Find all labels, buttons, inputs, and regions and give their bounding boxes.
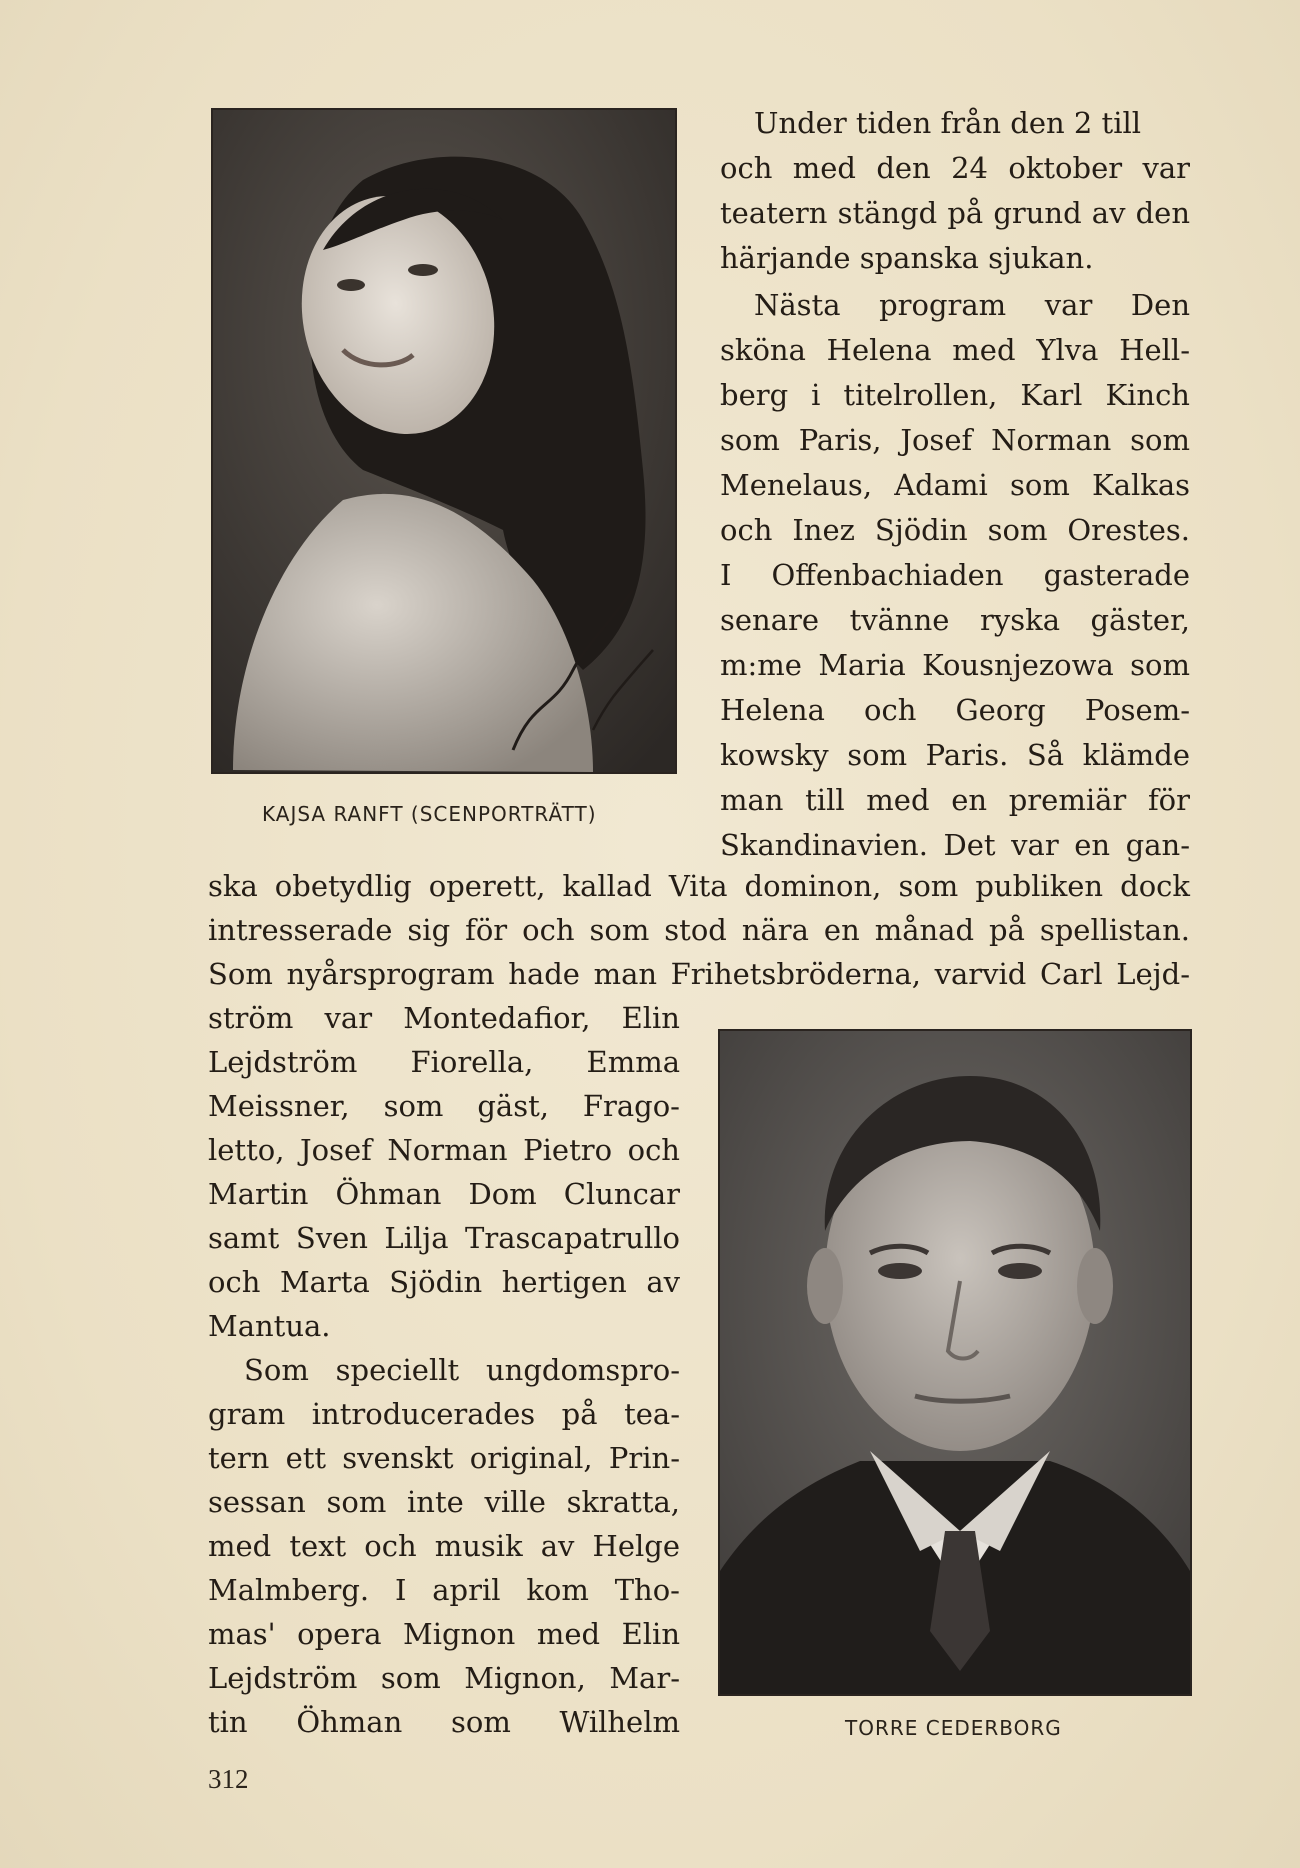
body-text-line: Under tiden från den 2 till <box>754 106 1142 140</box>
body-text-line: Som speciellt ungdomspro- <box>244 1353 680 1387</box>
body-text-line: samt Sven Lilja Trascapatrullo <box>208 1221 680 1255</box>
body-text-line: ström var Montedafior, Elin <box>208 1001 680 1035</box>
body-text-line: man till med en premiär för <box>720 783 1190 817</box>
portrait-photo-torre-cederborg <box>718 1029 1192 1696</box>
body-text-line: ska obetydlig operett, kallad Vita dominon, som publiken dock <box>208 869 1190 903</box>
body-text-line: med text och musik av Helge <box>208 1529 680 1563</box>
portrait-caption: TORRE CEDERBORG <box>845 1716 1062 1740</box>
body-text-line: mas' opera Mignon med Elin <box>208 1617 680 1651</box>
body-text-line: Malmberg. I april kom Tho- <box>208 1573 680 1607</box>
body-text-line: härjande spanska sjukan. <box>720 241 1094 275</box>
body-text-line: intresserade sig för och som stod nära en månad på spellistan. <box>208 913 1190 947</box>
body-text-line: kowsky som Paris. Så klämde <box>720 738 1190 772</box>
page-number: 312 <box>208 1764 249 1794</box>
portrait-photo-kajsa-ranft <box>211 108 677 774</box>
body-text-line: Martin Öhman Dom Cluncar <box>208 1177 680 1211</box>
body-text-line: letto, Josef Norman Pietro och <box>208 1133 680 1167</box>
body-text-line: Meissner, som gäst, Frago- <box>208 1089 680 1123</box>
body-text-line: och Marta Sjödin hertigen av <box>208 1265 680 1299</box>
body-text-line: sköna Helena med Ylva Hell- <box>720 333 1190 367</box>
body-text-line: och Inez Sjödin som Orestes. <box>720 513 1190 547</box>
body-text-line: Som nyårsprogram hade man Frihetsbröderna, varvid Carl Lejd- <box>208 957 1190 991</box>
body-text-line: och med den 24 oktober var <box>720 151 1190 185</box>
body-text-line: m:me Maria Kousnjezowa som <box>720 648 1190 682</box>
body-text-line: I Offenbachiaden gasterade <box>720 558 1190 592</box>
body-text-line: Mantua. <box>208 1309 331 1343</box>
body-text-line: tin Öhman som Wilhelm <box>208 1705 680 1739</box>
body-text-line: Helena och Georg Posem- <box>720 693 1190 727</box>
body-text-line: Nästa program var Den <box>754 288 1190 322</box>
body-text-line: Lejdström som Mignon, Mar- <box>208 1661 680 1695</box>
body-text-line: teatern stängd på grund av den <box>720 196 1190 230</box>
body-text-line: sessan som inte ville skratta, <box>208 1485 680 1519</box>
body-text-line: tern ett svenskt original, Prin- <box>208 1441 680 1475</box>
body-text-line: Lejdström Fiorella, Emma <box>208 1045 680 1079</box>
body-text-line: som Paris, Josef Norman som <box>720 423 1190 457</box>
body-text-line: berg i titelrollen, Karl Kinch <box>720 378 1190 412</box>
body-text-line: Skandinavien. Det var en gan- <box>720 828 1190 862</box>
body-text-line: gram introducerades på tea- <box>208 1397 680 1431</box>
body-text-line: senare tvänne ryska gäster, <box>720 603 1190 637</box>
body-text-line: Menelaus, Adami som Kalkas <box>720 468 1190 502</box>
portrait-caption: KAJSA RANFT (SCENPORTRÄTT) <box>262 802 597 826</box>
